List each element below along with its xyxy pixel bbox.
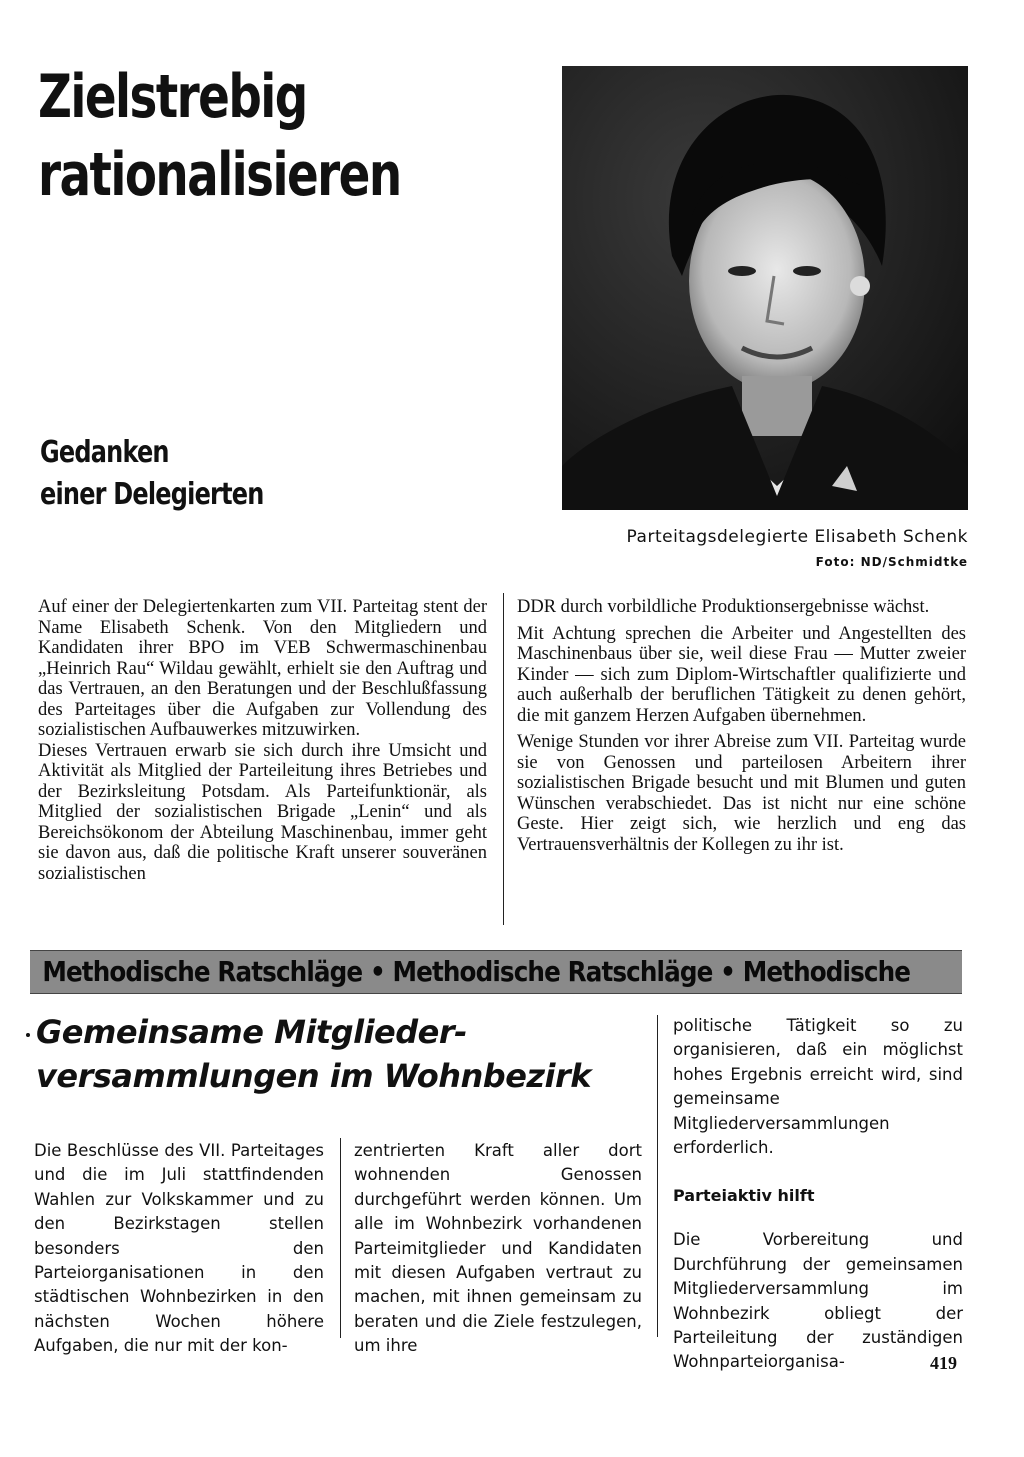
portrait-photo	[562, 66, 968, 510]
portrait-illustration	[562, 66, 968, 510]
article2-column-1	[34, 1139, 324, 1359]
photo-credit: Foto: ND/Schmidtke	[815, 555, 968, 569]
article1-paragraph: Wenige Stunden vor ihrer Abreise zum VII. Parteitag wurde sie von Genossen und parteilosen Arbeitern ihrer sozialistischen Brigade besucht und mit Blumen und guten Wünschen verabschiedet. Das ist nicht nur eine schöne Geste. Hier zeigt sich, wie herzlich und eng das Vertrauensverhältnis der Kollegen zu ihr ist.	[517, 732, 966, 855]
section-banner	[30, 950, 962, 994]
article2-column-2	[354, 1139, 642, 1359]
headline-line-1: Zielstrebig	[38, 62, 307, 132]
subheadline-line-1: Gedanken	[40, 435, 169, 470]
column-rule	[503, 593, 504, 925]
article2-subheading: Parteiaktiv hilft	[673, 1186, 815, 1206]
subheadline-line-2: einer Delegierten	[40, 477, 264, 512]
article1-paragraph: Mit Achtung sprechen die Arbeiter und Angestellten des Maschinenbaus über sie, weil diese Frau — Mutter zweier Kinder — sich zum Diplom-Wirtschaftler qualifizierte und auch außerhalb der beruflichen Tätigkeit zu denen gehört, die mit ganzem Herzen Aufgaben übernehmen.	[517, 623, 966, 726]
article2-column-3	[673, 1014, 963, 1375]
article1-paragraph: DDR durch vorbildliche Produktionsergebnisse wächst.	[517, 597, 930, 617]
headline	[38, 58, 420, 214]
article2-title-line-2: versammlungen im Wohnbezirk	[36, 1057, 592, 1095]
article1-right-column	[517, 597, 966, 855]
article2-paragraph: Die Vorbereitung und Durchführung der gemeinsamen Mitgliederversammlung im Wohnbezirk obliegt der Parteileitung der zuständigen Wohnparteiorganisa-	[673, 1230, 963, 1372]
article1-paragraph: Dieses Vertrauen erwarb sie sich durch ihre Umsicht und Aktivität als Mitglied der Parteileitung ihres Betriebes und der Bezirksleitung Potsdam. Als Parteifunktionär, als Mitglied der sozialistischen Brigade „Lenin“ und als Bereichsökonom der Abteilung Maschinenbau, immer geht sie davon aus, daß die politische Kraft unserer souveränen sozialistischen	[38, 740, 487, 884]
section-banner-text: Methodische Ratschläge • Methodische Ratschläge • Methodische	[42, 955, 911, 988]
column-rule	[657, 1015, 658, 1337]
bullet-dot	[26, 1033, 30, 1037]
column-rule	[340, 1138, 341, 1338]
article2-paragraph: politische Tätigkeit so zu organisieren, daß ein möglichst hohes Ergebnis erreicht wird, sind gemeinsame Mitgliederversammlungen erforderlich.	[673, 1016, 963, 1158]
article2-paragraph: Die Beschlüsse des VII. Parteitages und die im Juli stattfindenden Wahlen zur Volkskammer und zu den Bezirkstagen stellen besonders den Parteiorganisationen in den städtischen Wohnbezirken in den nächsten Wochen höhere Aufgaben, die nur mit der kon-	[34, 1141, 324, 1356]
article2-title-line-1: Gemeinsame Mitglieder-	[36, 1013, 467, 1051]
article1-paragraph: Auf einer der Delegiertenkarten zum VII. Parteitag stent der Name Elisabeth Schenk. Von den Mitgliedern und Kandidaten ihrer BPO im VEB Schwermaschinenbau „Heinrich Rau“ Wildau gewählt, erhielt sie den Auftrag und das Vertrauen, an den Beratungen und der Beschlußfassung des Parteitages über die Aufgaben zur Vollendung des sozialistischen Aufbauwerkes mitzuwirken.	[38, 597, 487, 740]
article2-paragraph: zentrierten Kraft aller dort wohnenden Genossen durchgeführt werden können. Um alle im Wohnbezirk vorhandenen Parteimitglieder und Kandidaten mit diesen Aufgaben vertraut zu machen, mit ihnen gemeinsam zu beraten und die Ziele festzulegen, um ihre	[354, 1141, 642, 1356]
page-number: 419	[930, 1353, 957, 1373]
subheadline	[40, 432, 264, 516]
article1-left-column	[38, 597, 487, 884]
article2-title	[36, 1010, 591, 1098]
photo-caption: Parteitagsdelegierte Elisabeth Schenk	[626, 527, 968, 547]
headline-line-2: rationalisieren	[38, 140, 401, 210]
